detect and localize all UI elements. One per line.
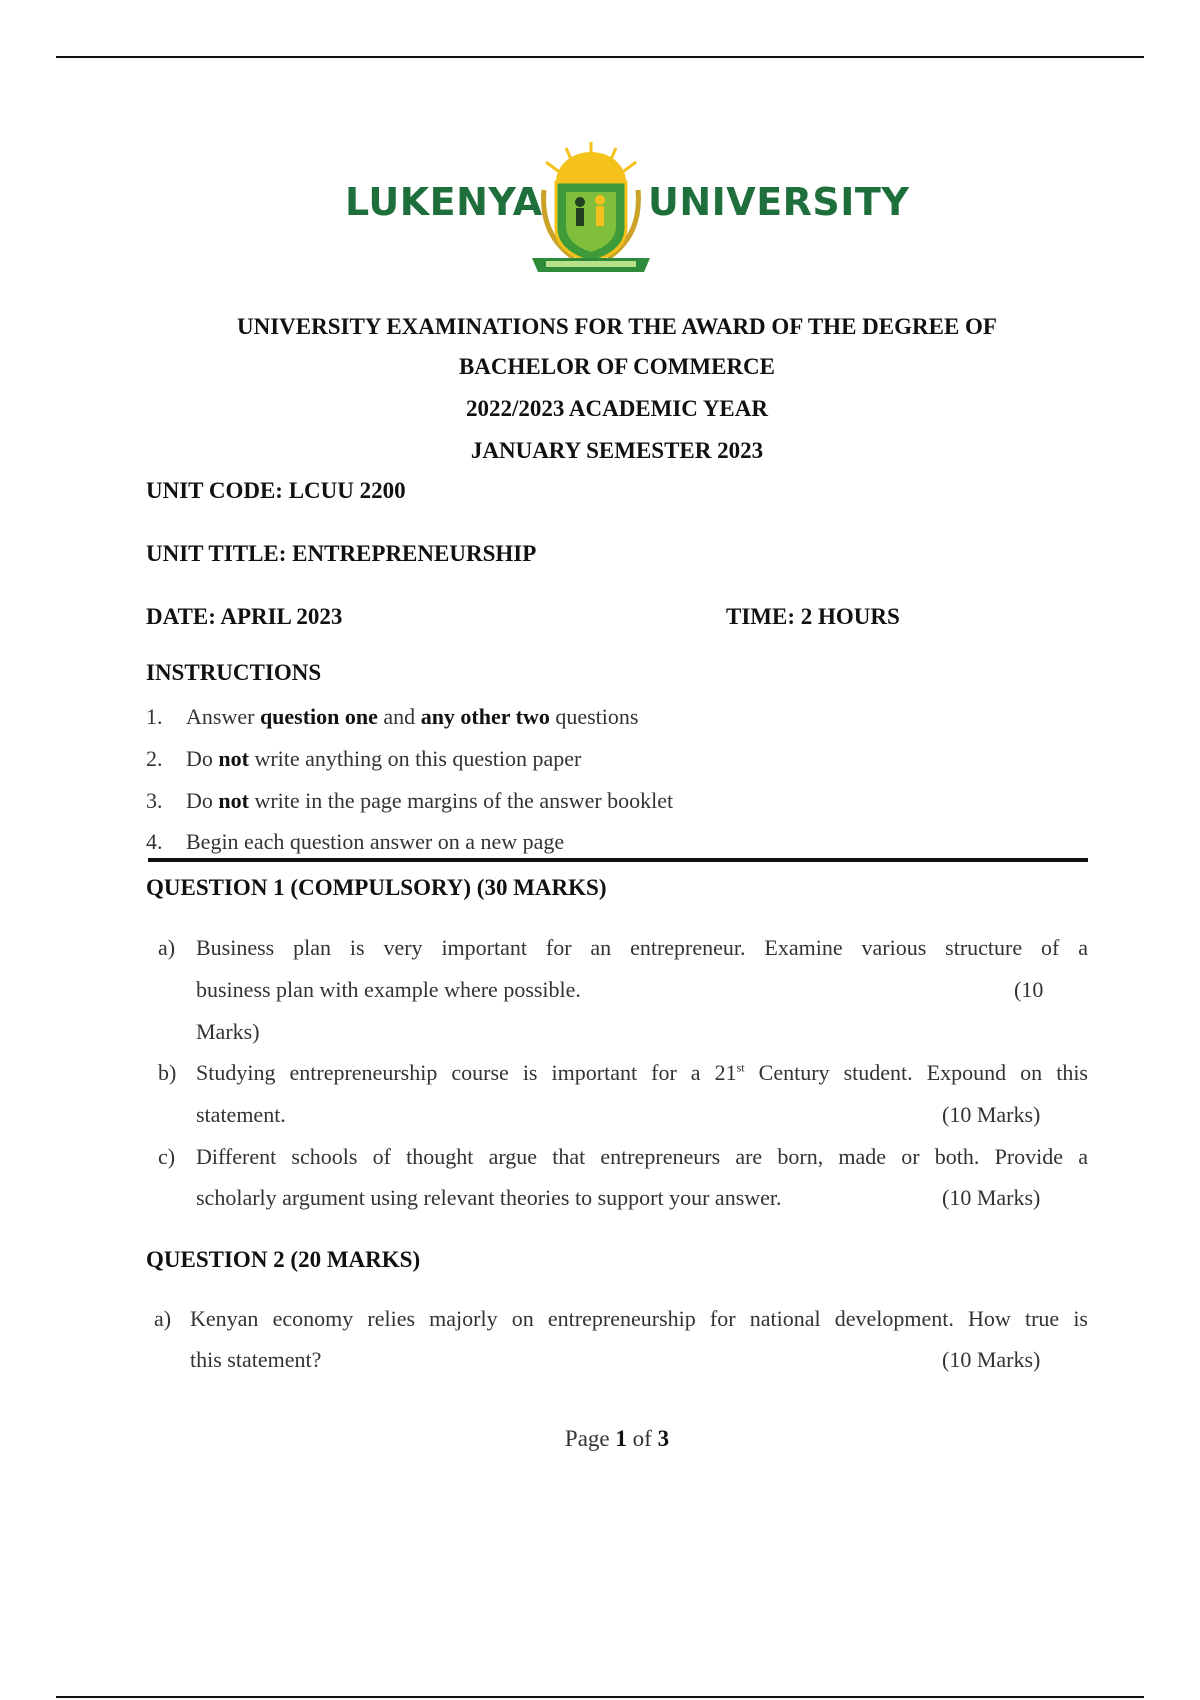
bottom-rule	[56, 1696, 1144, 1698]
question-1a-marks-open: (10	[1014, 977, 1044, 1002]
page-word: Page	[564, 1426, 616, 1451]
exam-title-line-4: JANUARY SEMESTER 2023	[470, 438, 764, 463]
crest-icon	[526, 140, 656, 280]
instruction-text: write in the page margins of the answer booklet	[248, 788, 674, 813]
instruction-text: Do	[186, 746, 219, 771]
ordinal-suffix: st	[736, 1060, 745, 1075]
instruction-emphasis: any other two	[420, 704, 550, 729]
exam-title-line-2: BACHELOR OF COMMERCE	[458, 354, 776, 379]
page-total: 3	[657, 1426, 670, 1451]
logo-word-university: UNIVERSITY	[648, 180, 910, 224]
unit-title: UNIT TITLE: ENTREPRENEURSHIP	[146, 541, 537, 566]
instruction-emphasis: not	[218, 746, 249, 771]
university-logo	[0, 140, 1200, 280]
instruction-text: write anything on this question paper	[248, 746, 582, 771]
page-of: of	[626, 1426, 658, 1451]
question-1b-line-1	[196, 1060, 1088, 1086]
question-1a-label: a)	[158, 935, 176, 960]
question-2-heading: QUESTION 2 (20 MARKS)	[146, 1247, 421, 1272]
page-current: 1	[615, 1426, 627, 1451]
instruction-text: questions	[549, 704, 639, 729]
question-1b-text: Studying entrepreneurship course is important for a 21	[196, 1060, 737, 1085]
instruction-number: 3.	[146, 788, 163, 813]
question-1b-text: Century student. Expound on this	[744, 1060, 1088, 1085]
question-1b-marks: (10 Marks)	[942, 1102, 1041, 1127]
instruction-item-2	[146, 746, 581, 772]
question-1a-line-2: business plan with example where possible.	[196, 977, 581, 1002]
instruction-text: and	[377, 704, 421, 729]
section-divider	[148, 858, 1088, 862]
exam-date: DATE: APRIL 2023	[146, 604, 343, 629]
question-1c-line-2: scholarly argument using relevant theories to support your answer.	[196, 1185, 782, 1210]
question-2a-label: a)	[154, 1306, 172, 1331]
instruction-text: Begin each question answer on a new page	[186, 829, 565, 854]
instructions-heading: INSTRUCTIONS	[146, 660, 322, 685]
unit-code: UNIT CODE: LCUU 2200	[146, 478, 406, 503]
logo-word-lukenya: LUKENYA	[345, 180, 543, 224]
instruction-emphasis: question one	[259, 704, 378, 729]
question-1b-label: b)	[158, 1060, 177, 1085]
question-2a-marks: (10 Marks)	[942, 1347, 1041, 1372]
instruction-emphasis: not	[218, 788, 249, 813]
question-1a-line-1: Business plan is very important for an entrepreneur. Examine various structure of a	[196, 935, 1088, 960]
question-2a-line-2: this statement?	[190, 1347, 322, 1372]
instruction-item-1	[146, 704, 638, 730]
question-1c-marks: (10 Marks)	[942, 1185, 1041, 1210]
question-1b-line-2: statement.	[196, 1102, 286, 1127]
instruction-number: 4.	[146, 829, 163, 854]
question-1a-marks-close: Marks)	[196, 1019, 260, 1044]
instruction-item-3	[146, 788, 673, 814]
exam-time: TIME: 2 HOURS	[726, 604, 900, 629]
instruction-number: 1.	[146, 704, 163, 729]
question-1c-label: c)	[158, 1144, 176, 1169]
instruction-text: Answer	[186, 704, 260, 729]
instruction-text: Do	[186, 788, 219, 813]
exam-title-line-3: 2022/2023 ACADEMIC YEAR	[466, 396, 768, 421]
question-1c-line-1: Different schools of thought argue that entrepreneurs are born, made or both. Provide a	[196, 1144, 1088, 1169]
exam-title-line-1: UNIVERSITY EXAMINATIONS FOR THE AWARD OF THE DEGREE OF	[237, 314, 997, 339]
top-rule	[56, 56, 1144, 58]
page-number	[0, 1426, 1200, 1452]
instruction-number: 2.	[146, 746, 163, 771]
instruction-item-4	[146, 829, 564, 855]
question-2a-line-1: Kenyan economy relies majorly on entrepreneurship for national development. How true is	[190, 1306, 1088, 1331]
question-1-heading: QUESTION 1 (COMPULSORY) (30 MARKS)	[146, 875, 607, 900]
